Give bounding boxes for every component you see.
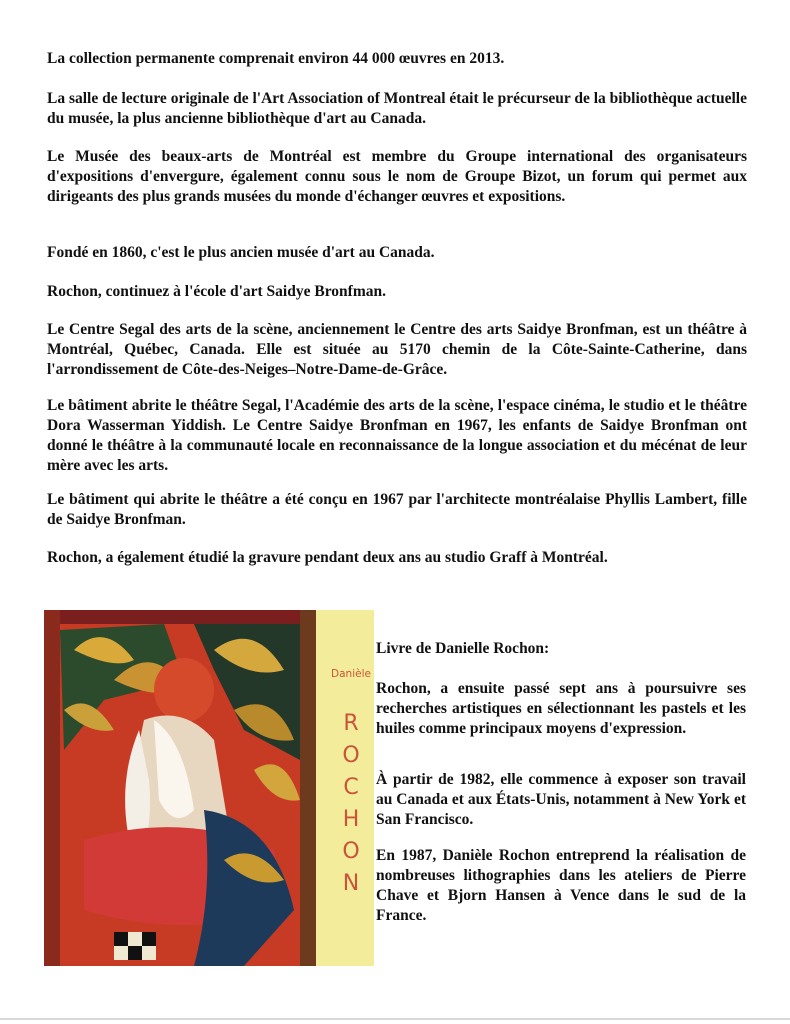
cover-letter: N [342,871,360,896]
paragraph-collection: La collection permanente comprenait environ 44 000 œuvres en 2013. [47,50,505,67]
paragraph-saidye-school: Rochon, continuez à l'école d'art Saidye Bronfman. [47,283,386,300]
book-cover-image [44,610,374,966]
paragraph-founded: Fondé en 1860, c'est le plus ancien musée d'art au Canada. [47,244,435,261]
book-section-heading: Livre de Danielle Rochon: [376,640,550,657]
cover-surname [329,708,373,900]
paragraph-architect: Le bâtiment qui abrite le théâtre a été conçu en 1967 par l'architecte montréalaise Phyllis Lambert, fille de Saidye Bronfman. [47,491,747,528]
cover-letter: C [343,775,359,800]
paragraph-bizot-group: Le Musée des beaux-arts de Montréal est membre du Groupe international des organisateurs d'expositions d'envergure, également connu sous le nom de Groupe Bizot, un forum qui permet aux dirigeants des plus grands musées du monde d'échanger œuvres et expositions. [47,148,747,205]
paragraph-engraving: Rochon, a également étudié la gravure pendant deux ans au studio Graff à Montréal. [47,549,608,566]
cover-first-name: Danièle [331,668,371,680]
cover-letter: O [342,743,360,768]
painting-illustration [44,610,316,966]
paragraph-building: Le bâtiment abrite le théâtre Segal, l'Académie des arts de la scène, l'espace cinéma, le studio et le théâtre Dora Wasserman Yiddish. Le Centre Saidye Bronfman en 1967, les enfants de Saidye Bronfman ont donné le théâtre à la communauté locale en reconnaissance de la longue association et du mécénat de leur mère avec les arts. [47,397,747,474]
book-paragraph-exhibitions: À partir de 1982, elle commence à exposer son travail au Canada et aux États-Unis, notamment à New York et San Francisco. [376,771,746,828]
page-bottom-edge [0,1018,790,1020]
book-paragraph-research: Rochon, a ensuite passé sept ans à poursuivre ses recherches artistiques en sélectionnant les pastels et les huiles comme principaux moyens d'expression. [376,680,746,737]
cover-letter: O [342,839,360,864]
paragraph-reading-room: La salle de lecture originale de l'Art Association of Montreal était le précurseur de la bibliothèque actuelle du musée, la plus ancienne bibliothèque d'art au Canada. [47,90,747,127]
book-paragraph-lithographs: En 1987, Danièle Rochon entreprend la réalisation de nombreuses lithographies dans les ateliers de Pierre Chave et Bjorn Hansen à Vence dans le sud de la France. [376,847,746,924]
paragraph-segal-centre: Le Centre Segal des arts de la scène, anciennement le Centre des arts Saidye Bronfman, est un théâtre à Montréal, Québec, Canada. Elle est située au 5170 chemin de la Côte-Sainte-Catherine, dans l'arrondissement de Côte-des-Neiges–Notre-Dame-de-Grâce. [47,321,747,378]
cover-letter: R [343,711,359,736]
cover-letter: H [342,807,360,832]
